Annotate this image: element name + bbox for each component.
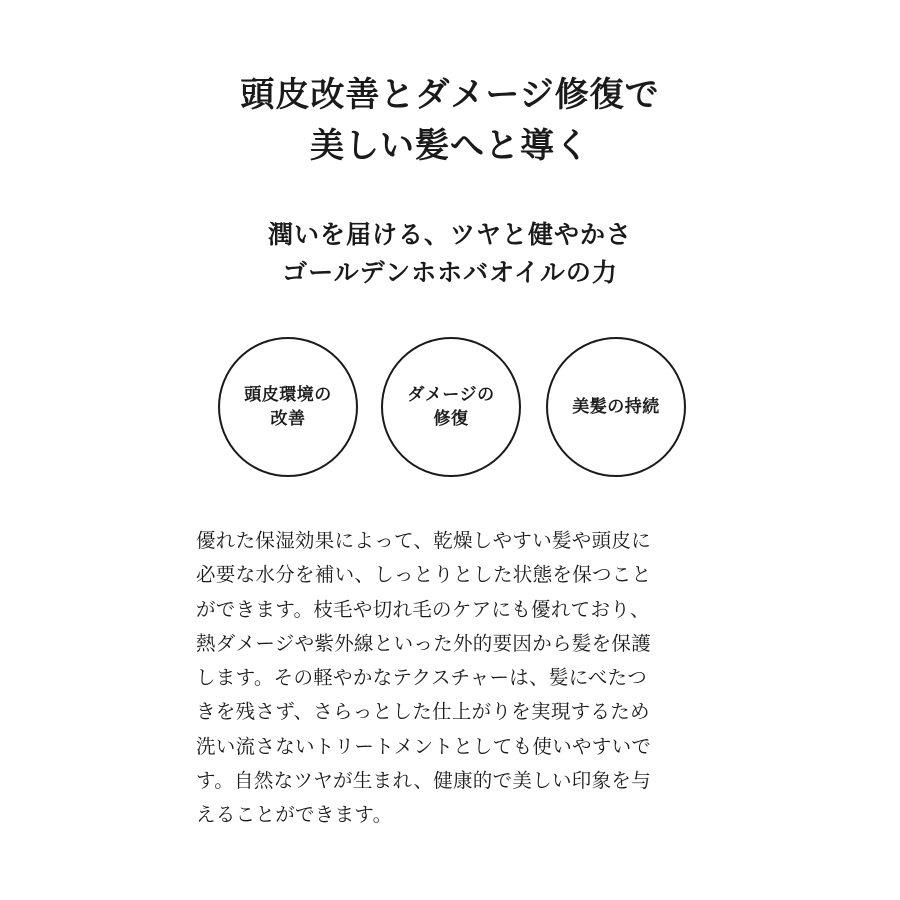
feature-label: 頭皮環境の <box>244 385 332 405</box>
body-line: 熱ダメージや紫外線といった外的要因から髪を保護 <box>196 631 652 655</box>
headline-line-1: 頭皮改善とダメージ修復で <box>240 75 660 115</box>
subheadline <box>0 216 900 292</box>
headline-line-2: 美しい髪へと導く <box>310 126 590 166</box>
feature-circle-scalp <box>218 337 358 477</box>
feature-circle-beauty <box>546 337 686 477</box>
subheadline-line-2: ゴールデンホホバオイルの力 <box>282 258 618 287</box>
body-line: 優れた保湿効果によって、乾燥しやすい髪や頭皮に <box>196 529 652 552</box>
headline <box>0 70 900 172</box>
body-line: えることができます。 <box>196 803 393 827</box>
feature-label: 修復 <box>433 409 469 429</box>
feature-circles <box>0 337 900 477</box>
feature-label: ダメージの <box>407 385 495 405</box>
feature-circle-repair <box>381 337 521 477</box>
feature-label: 改善 <box>270 409 306 429</box>
body-line: 洗い流さないトリートメントとしても使いやすいで <box>196 734 652 758</box>
body-line: します。その軽やかなテクスチャーは、髪にべたつ <box>196 666 648 690</box>
body-line: す。自然なツヤが生まれ、健康的で美しい印象を与 <box>196 769 652 793</box>
subheadline-line-1: 潤いを届ける、ツヤと健やかさ <box>267 220 632 249</box>
body-paragraph <box>196 524 706 833</box>
body-line: 必要な水分を補い、しっとりとした状態を保つこと <box>196 563 652 587</box>
body-line: ができます。枝毛や切れ毛のケアにも優れており、 <box>196 597 650 621</box>
body-line: きを残さず、さらっとした仕上がりを実現するため <box>196 700 650 724</box>
feature-label: 美髪の持続 <box>572 397 660 417</box>
